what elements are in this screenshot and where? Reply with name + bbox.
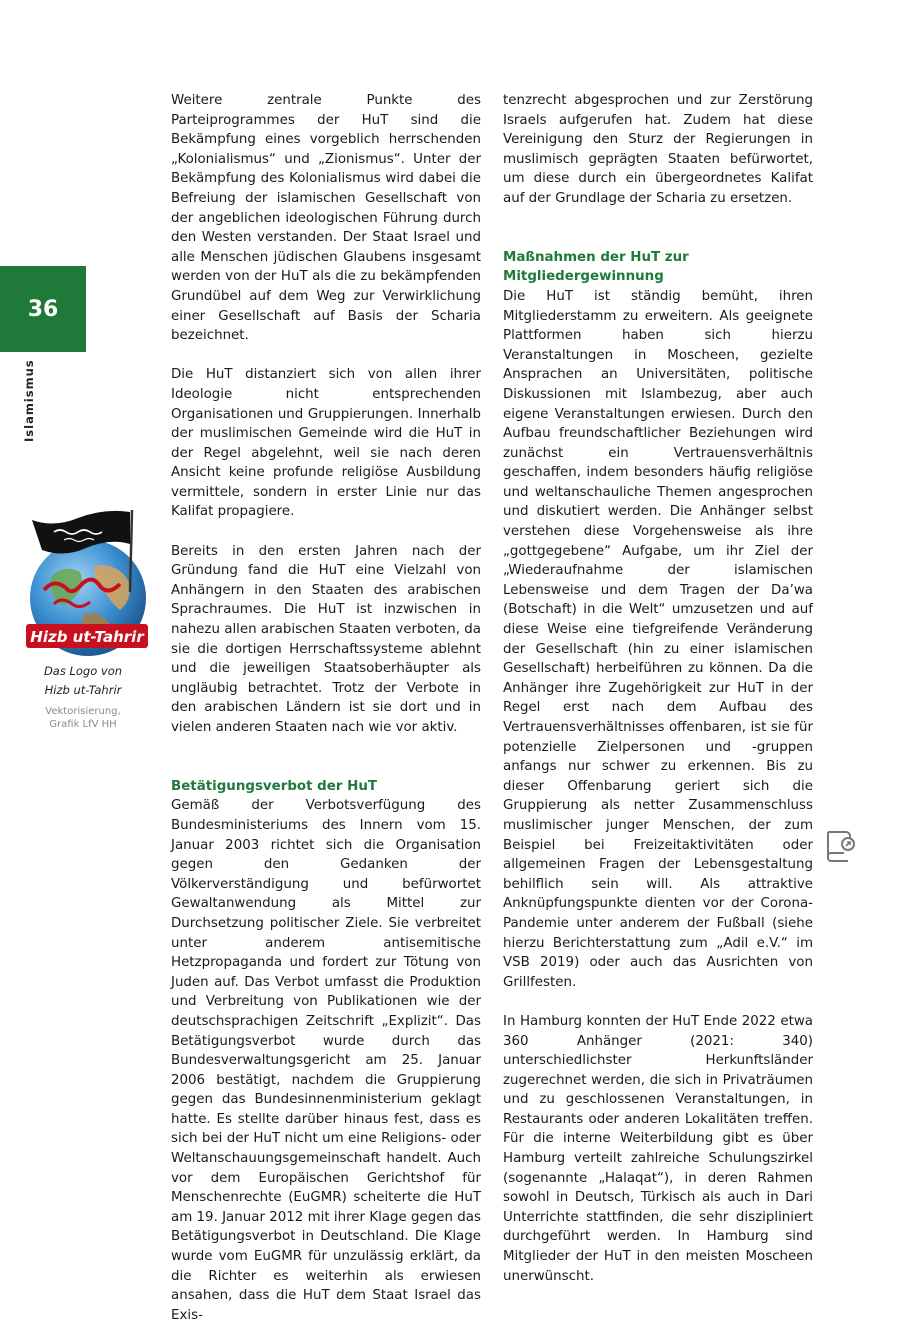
logo-caption-line1: Das Logo von — [43, 664, 123, 678]
right-paragraph-2: Die HuT ist ständig bemüht, ihren Mitgliederstamm zu erweitern. Als geeignete Plattformen haben sich hierzu Veranstaltungen in Moscheen, gezielte Ansprachen an Universitäten, politische Diskussionen mit Islambezug, aber auch eigene Veranstaltungen erwiesen. Durch den Aufbau freundschaftlicher Beziehungen wird zunächst ein Vertrauensverhältnis geschaffen, indem besonders häufig religiöse und weltanschauliche Themen angesprochen und diskutiert werden. Die Anhänger selbst verstehen diese Vorgehensweise als ihre „gottgegebene“ Aufgabe, um ihr Ziel der „Wiederaufnahme der islamischen Lebensweise und dem Tragen der Da’wa (Botschaft) in die Welt“ umzusetzen und auf diese Weise eine tiefgreifende Veränderung der Gesellschaft (hin zu einer islamischen Gesellschaft) herbeiführen zu können. Da die Anhänger ihre Zugehörigkeit zur HuT in der Regel erst nach dem Aufbau des Vertrauensverhältnisses offenbaren, ist sie für potenzielle Zielpersonen und -gruppen anfangs nur schwer zu erkennen. Bis zu dieser Offenbarung geriert sich die Gruppierung als netter Zusammenschluss muslimischer junger Menschen, der zum Beispiel bei Freizeitaktivitäten oder allgemeinen Fragen der Lebensgestaltung behilflich sein will. Als attraktive Anknüpfungspunkte dienten vor der Corona-Pandemie unter anderem der Fußball (siehe hierzu Berichterstattung zum „Adil e.V.“ im VSB 2019) oder auch das Ausrichten von Grillfesten. — [503, 288, 813, 990]
right-paragraph-1: tenzrecht abgesprochen und zur Zerstörung Israels aufgerufen hat. Zudem hat diese Vereinigung den Sturz der Regierungen in muslimisch geprägten Staaten befürwortet, um diese durch ein übergeordnetes Kalifat auf der Grundlage der Scharia zu ersetzen. — [503, 93, 813, 206]
book-reference-icon[interactable] — [822, 828, 858, 864]
left-paragraph-4: Gemäß der Verbotsverfügung des Bundesministeriums des Innern vom 15. Januar 2003 richtet sich die Organisation gegen den Gedanken der Völkerverständigung und befürwortet Gewaltanwendung als Mittel zur Durchsetzung politischer Ziele. Sie verbreitet unter anderem antisemitische Hetzpropaganda und fordert zur Tötung von Juden auf. Das Verbot umfasst die Produktion und Verbreitung von Publikationen wie der deutschsprachigen Zeitschrift „Explizit“. Das Betätigungsverbot wurde durch das Bundesverwaltungsgericht am 25. Januar 2006 bestätigt, nachdem die Gruppierung gegen das Bundesinnenministerium geklagt hatte. Es stellte darüber hinaus fest, dass es sich bei der HuT nicht um eine Religions- oder Weltanschauungsgemeinschaft handelt. Auch vor dem Europäischen Gerichtshof für Menschenrechte (EuGMR) scheiterte die HuT am 19. Januar 2012 mit ihrer Klage gegen das Betätigungsverbot in Deutschland. Die Klage wurde vom EuGMR für unzulässig erklärt, da die Richter es weiterhin als erwiesen ansahen, dass die HuT dem Staat Israel das Exis- — [171, 798, 481, 1323]
left-paragraph-1: Weitere zentrale Punkte des Parteiprogrammes der HuT sind die Bekämpfung eines vorgeblich herrschenden „Kolonialismus“ und „Zionismus“. Unter der Bekämpfung des Kolonialismus wird dabei die Befreiung der islamischen Gesellschaft von der angeblichen ideologischen Führung durch den Westen verstanden. Der Staat Israel und alle Menschen jüdischen Glaubens insgesamt werden von der HuT als die zu bekämpfenden Grundübel auf dem Weg zur Verwirklichung einer Gesellschaft auf Basis der Scharia bezeichnet. — [171, 93, 481, 344]
right-paragraph-3: In Hamburg konnten der HuT Ende 2022 etwa 360 Anhänger (2021: 340) unterschiedlichster Herkunftsländer zugerechnet werden, die sich in Privaträumen und zu geschlossenen Veranstaltungen, in Restaurants oder anderen Lokalitäten treffen. Für die interne Weiterbildung gibt es über Hamburg verteilt zahlreiche Schulungszirkel (sogenannte „Halaqat“), in deren Rahmen sowohl in Deutsch, Türkisch als auch in Dari Unterrichte stattfinden, die sehr diszipliniert durchgeführt werden. In Hamburg sind Mitglieder der HuT in den meisten Moscheen unerwünscht. — [503, 1013, 813, 1284]
left-paragraph-2: Die HuT distanziert sich von allen ihrer Ideologie nicht entsprechenden Organisationen und Gruppierungen. Innerhalb der muslimischen Gemeinde wird die HuT in der Regel abgelehnt, weil sie nach deren Ansicht keine profunde religiöse Ausbildung vermittele, sondern in erster Linie nur das Kalifat propagiere. — [171, 367, 481, 520]
logo-credit — [20, 705, 146, 731]
left-column — [171, 91, 481, 1325]
logo-graphic — [24, 506, 152, 658]
logo-caption — [20, 662, 146, 700]
heading-betaetigungsverbot: Betätigungsverbot der HuT — [171, 778, 377, 794]
hizb-ut-tahrir-logo — [24, 506, 152, 658]
heading-mitgliedergewinnung: Maßnahmen der HuT zur Mitgliedergewinnung — [503, 249, 689, 285]
left-paragraph-3: Bereits in den ersten Jahren nach der Gründung fand die HuT eine Vielzahl von Anhängern in den Staaten des arabischen Sprachraumes. Die HuT ist inzwischen in nahezu allen arabischen Staaten verboten, da sie die dortigen Herrschaftssysteme ablehnt und die jeweiligen Staatsoberhäupter als ungläubig betrachtet. Trotz der Verbote in den arabischen Ländern ist sie dort und in vielen anderen Staaten nach wie vor aktiv. — [171, 543, 481, 735]
right-column — [503, 91, 813, 1286]
logo-banner-text: Hizb ut-Tahrir — [30, 628, 144, 646]
logo-credit-line1: Vektorisierung, — [45, 706, 121, 717]
logo-credit-line2: Grafik LfV HH — [49, 719, 117, 730]
section-label: Islamismus — [22, 359, 36, 442]
logo-caption-line2: Hizb ut-Tahrir — [44, 683, 122, 697]
page-number: 36 — [0, 266, 86, 352]
